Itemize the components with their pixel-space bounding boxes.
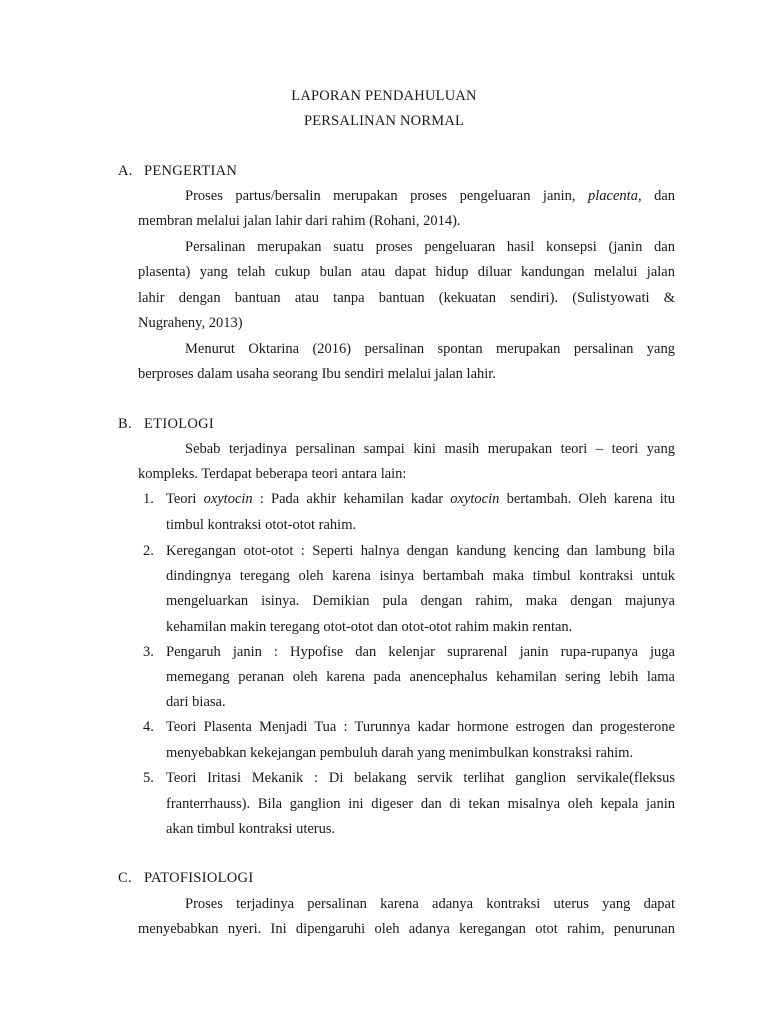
list-item-line: Pengaruh janin : Hypofise dan kelenjar suprarenal janin rupa-rupanya juga <box>166 644 675 660</box>
paragraph-line: berproses dalam usaha seorang Ibu sendiri melalui jalan lahir. <box>138 366 496 382</box>
section-letter: A. <box>118 163 133 179</box>
section-a-heading <box>118 163 237 180</box>
text-run: , dan <box>637 188 676 204</box>
text-run: Teori <box>166 491 204 507</box>
paragraph-line: Persalinan merupakan suatu proses pengeluaran hasil konsepsi (janin dan <box>185 239 675 255</box>
list-item-line <box>166 491 675 508</box>
list-number: 2. <box>143 543 154 559</box>
list-item-line: mengeluarkan isinya. Demikian pula dengan rahim, maka dengan majunya <box>166 593 675 609</box>
paragraph-line: membran melalui jalan lahir dari rahim (Rohani, 2014). <box>138 213 461 229</box>
paragraph-line: kompleks. Terdapat beberapa teori antara lain: <box>138 466 407 482</box>
paragraph-line: menyebabkan nyeri. Ini dipengaruhi oleh adanya keregangan otot rahim, penurunan <box>138 921 675 937</box>
italic-term: oxytocin <box>450 491 500 507</box>
list-number: 4. <box>143 719 154 735</box>
section-title: ETIOLOGI <box>144 416 215 432</box>
list-item-line: Teori Plasenta Menjadi Tua : Turunnya kadar hormone estrogen dan progesterone <box>166 719 675 735</box>
list-item-line: timbul kontraksi otot-otot rahim. <box>166 517 357 533</box>
text-run: Proses partus/bersalin merupakan proses pengeluaran janin, <box>185 188 576 204</box>
list-item-line: Keregangan otot-otot : Seperti halnya dengan kandung kencing dan lambung bila <box>166 543 675 559</box>
list-item-line: kehamilan makin teregang otot-otot dan otot-otot rahim makin rentan. <box>166 619 573 635</box>
text-run: bertambah. Oleh karena itu <box>499 491 676 507</box>
section-letter: C. <box>118 870 132 886</box>
list-item-line: franterrhauss). Bila ganglion ini digeser dan di tekan misalnya oleh kepala janin <box>166 796 675 812</box>
list-item-line: memegang peranan oleh karena pada anencephalus kehamilan sering lebih lama <box>166 669 675 685</box>
italic-term: oxytocin <box>203 491 253 507</box>
italic-term: placenta <box>588 188 638 204</box>
list-number: 1. <box>143 491 154 507</box>
paragraph-line: Nugraheny, 2013) <box>138 315 243 331</box>
paragraph-line: Sebab terjadinya persalinan sampai kini masih merupakan teori – teori yang <box>185 441 675 457</box>
paragraph-line <box>185 188 675 205</box>
list-item-line: dari biasa. <box>166 694 226 710</box>
section-c-heading <box>118 870 253 887</box>
list-item-line: dindingnya teregang oleh karena isinya bertambah maka timbul kontraksi untuk <box>166 568 675 584</box>
paragraph-line: Proses terjadinya persalinan karena adanya kontraksi uterus yang dapat <box>185 896 675 912</box>
section-b-heading <box>118 416 214 433</box>
paragraph-line: plasenta) yang telah cukup bulan atau dapat hidup diluar kandungan melalui jalan <box>138 264 675 280</box>
list-number: 5. <box>143 770 154 786</box>
list-item-line: Teori Iritasi Mekanik : Di belakang servik terlihat ganglion servikale(fleksus <box>166 770 675 786</box>
paragraph-line: Menurut Oktarina (2016) persalinan spontan merupakan persalinan yang <box>185 341 675 357</box>
list-item-line: akan timbul kontraksi uterus. <box>166 821 336 837</box>
document-subtitle: PERSALINAN NORMAL <box>303 113 465 129</box>
text-run: : Pada akhir kehamilan kadar <box>252 491 451 507</box>
paragraph-line: lahir dengan bantuan atau tanpa bantuan (kekuatan sendiri). (Sulistyowati & <box>138 290 675 306</box>
list-item-line: menyebabkan kekejangan pembuluh darah yang menimbulkan konstraksi rahim. <box>166 745 634 761</box>
document-title: LAPORAN PENDAHULUAN <box>291 88 477 104</box>
section-title: PENGERTIAN <box>144 163 238 179</box>
section-letter: B. <box>118 416 132 432</box>
list-number: 3. <box>143 644 154 660</box>
section-title: PATOFISIOLOGI <box>144 870 254 886</box>
